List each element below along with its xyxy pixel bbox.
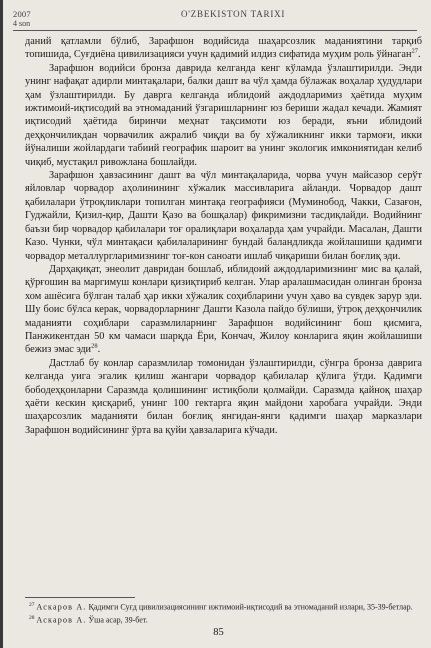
paragraph-4-text: Дарҳақиқат, энеолит давридан бошлаб, иблидоий аждодларимизнинг мис ва қалай, қўрғошин ва маргимуш конлари қизиқтириб келган. Улар аралашмасидан олинган бронза хом ашёсига бўлган талаб ҳар икки хўжалик соҳибларини учун ҳаво ва сувдек зарур эди. Шу боис бўлса керак, чорвадорларнинг Дашти Казола пайдо бўлиши, ўтроқ деҳқончилик маданияти соҳиблари саразмлиларнинг Зарафшон водийсининг бош қисмига, Панжикентдан 50 км чамаси шарқда Ёри, Кончач, Жилоу конларига яқин жойлашиши бежиз эмас эди <box>25 263 422 356</box>
footnote-divider <box>25 597 135 598</box>
footnote-ref-28: 28 <box>91 342 98 350</box>
paragraph-2: Зарафшон водийси бронза даврида келганда кенг кўламда ўзлаштирилди. Энди унинг нафақат адирли минтақалари, балки дашт ва чўл ҳамда бўлажак воҳалар ҳудудлари ҳам ўзлаштирилди. Бу даврга келганда иблидоий аждодларимиз ҳаётида муҳим ижтимоий-иқтисодий ва этномаданий ўзгаришларнинг юз бериши жадал кечади. Жамият иқтисодий ҳаётида биринчи меҳнат тақсимоти юз беради, яъни иблидоий деҳқончиликдан чорвачилик ажралиб чиқди ва бу хўжаликнинг икки тармоғи, икки йўналиши жойлардаги табиий географик шароит ва унинг экологик имкониятидан келиб чиқиб, мустақил ривожлана бошлайди. <box>25 62 422 168</box>
footnote-author: Аскаров А. <box>36 602 87 612</box>
footnote-number: 28 <box>29 615 35 622</box>
paragraph-5: Дастлаб бу конлар саразмлилар томонидан ўзлаштирилди, сўнгра бронза даврига келганда уига эгалик қилиш жангари чорвадор қабилалар қўлига ўтди. Қадимги бободеҳқонларни Саразмда қолишининг истиқболи қолмайди. Саразмда қайноқ шаҳар ҳаёти кескин қисқариб, унинг 100 гектарга яқин майдони харобага учрайди. Энди шаҳарсозлик маданияти билан боғлиқ янгидан-янги қадимги шаҳар марказлари Зарафшон водийсининг ўрта ва қуйи ҳавзаларига кўчади. <box>25 357 422 436</box>
paragraph-1 <box>25 35 422 62</box>
body-text <box>25 35 422 437</box>
paragraph-3: Зарафшон ҳавзасининг дашт ва чўл минтақаларида, чорва учун майсазор серўт яйловлар чорвадор аҳолинининг хўжалик массивларига айланди. Чорвадор дашт қабилалари ўтроқликлари топилган минтақа географияси (Муминобод, Чакки, Сазағон, Гуджайли, Қизил-қир, Дашти Қазо ва бошқалар) фикримизни тасдиқлайди. Водийнинг баъзи бир чорвадор қабилалари тоғ оралиқлари воҳаларда ҳам учрайди. Масалан, Дашти Казо. Чунки, чўл минтақаси қабилаларининг бундай баландликда жойлашиши қадимги чорвадор металлургларимизнинг тоғ-кон саноати ишлаб чиқариши билан боғлиқ эди. <box>25 170 422 262</box>
paragraph-4-end: . <box>97 344 101 356</box>
footnote-text: Ўша асар, 39-бет. <box>88 615 148 625</box>
footnote-27 <box>29 600 422 613</box>
footnotes <box>29 600 422 626</box>
footnote-28 <box>29 613 422 626</box>
footnote-number: 27 <box>29 602 35 608</box>
page-number: 85 <box>213 627 224 638</box>
journal-title: O'ZBEKISTON TARIXI <box>181 9 286 19</box>
header-divider <box>13 30 417 31</box>
footnote-ref-27: 27 <box>411 47 418 55</box>
paragraph-1-end: . <box>418 49 421 61</box>
header-issue: 4 son <box>13 19 31 28</box>
footnote-text: Қадимги Суғд цивилизациясининг ижтимоий-иқтисодий ва этномаданий излари, 35-39-бетлар. <box>88 602 413 612</box>
header-year: 2007 <box>13 9 31 19</box>
paragraph-4 <box>25 263 422 357</box>
footnote-author: Аскаров А. <box>36 615 87 625</box>
paragraph-1-text: даний қатламли бўлиб, Зарафшон водийсида шаҳарсозлик маданиятини тарқиб топишида, Суғдиёна цивилизацияси учун қадимий илдиз сифатида муҳим роль ўйнаган <box>25 36 422 61</box>
